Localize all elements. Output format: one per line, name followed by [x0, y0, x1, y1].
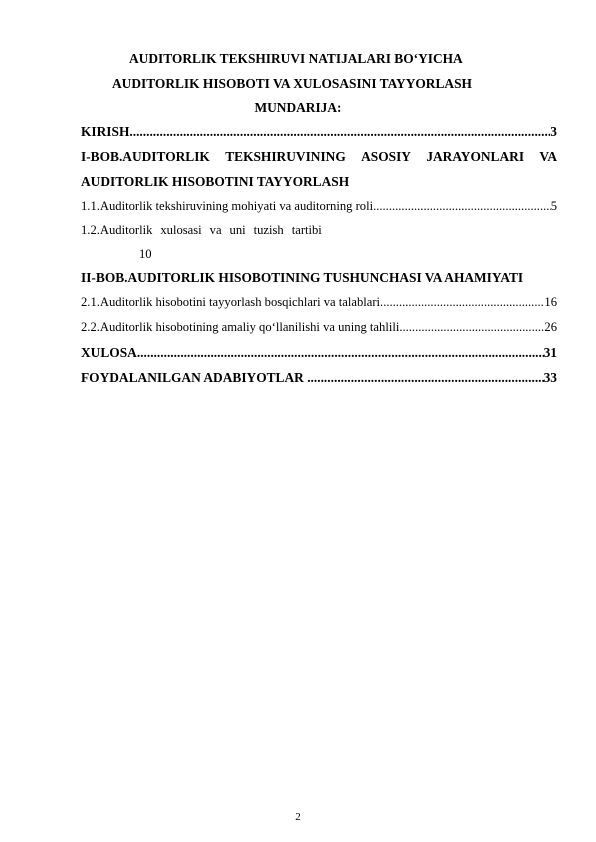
- toc-word: I-BOB.AUDITORLIK: [81, 149, 210, 164]
- toc-page-number: 31: [543, 345, 557, 360]
- toc-leader-dots: [137, 345, 544, 361]
- toc-page-number-section-1-2: 10: [139, 247, 152, 261]
- toc-entry-chapter-1-line-2: AUDITORLIK HISOBOTINI TAYYORLASH: [81, 174, 350, 189]
- toc-word: 1.2.Auditorlik: [81, 223, 153, 237]
- toc-label: KIRISH: [81, 124, 130, 139]
- toc-leader-dots: [399, 320, 544, 335]
- toc-label: 2.2.Auditorlik hisobotining amaliy qo‘llanilishi va uning tahlili: [81, 320, 400, 334]
- toc-entry-conclusion: [81, 345, 557, 361]
- page-number: 2: [295, 811, 301, 823]
- toc-page-number: 3: [550, 124, 557, 139]
- toc-page-number: 16: [544, 295, 557, 309]
- toc-word: JARAYONLARI: [426, 149, 525, 164]
- document-title-line-1: AUDITORLIK TEKSHIRUVI NATIJALARI BO‘YICHA: [129, 51, 463, 66]
- toc-page-number: 26: [544, 320, 557, 334]
- toc-word: uni: [229, 223, 246, 237]
- toc-page-number: 5: [550, 199, 557, 213]
- toc-word: TEKSHIRUVINING: [225, 149, 346, 164]
- document-title-line-2: AUDITORLIK HISOBOTI VA XULOSASINI TAYYORLASH: [112, 76, 472, 91]
- toc-leader-dots: [129, 124, 550, 140]
- toc-word: xulosasi: [160, 223, 202, 237]
- toc-word: tartibi: [291, 223, 322, 237]
- toc-entry-section-1-1: [81, 199, 557, 214]
- toc-word: VA: [539, 149, 557, 164]
- toc-entry-section-2-2: [81, 320, 557, 335]
- toc-word: va: [209, 223, 222, 237]
- toc-word: tuzish: [253, 223, 284, 237]
- toc-leader-dots: [307, 370, 543, 386]
- toc-entry-section-1-2: [81, 223, 557, 238]
- toc-word: ASOSIY: [361, 149, 411, 164]
- toc-entry-section-2-1: [81, 295, 557, 310]
- toc-label: 2.1.Auditorlik hisobotini tayyorlash bosqichlari va talablari: [81, 295, 381, 309]
- toc-leader-dots: [380, 295, 544, 310]
- toc-entry-chapter-2: II-BOB.AUDITORLIK HISOBOTINING TUSHUNCHASI VA AHAMIYATI: [81, 270, 524, 285]
- contents-heading: MUNDARIJA:: [254, 100, 342, 115]
- toc-page-number: 33: [543, 370, 557, 385]
- toc-leader-dots: [373, 199, 551, 214]
- toc-entry-intro: [81, 124, 557, 140]
- toc-label: 1.1.Auditorlik tekshiruvining mohiyati va auditorning roli: [81, 199, 374, 213]
- toc-entry-references: [81, 370, 557, 386]
- toc-label: XULOSA: [81, 345, 137, 360]
- toc-label: FOYDALANILGAN ADABIYOTLAR: [81, 370, 308, 385]
- toc-entry-chapter-1-line-1: [81, 149, 557, 165]
